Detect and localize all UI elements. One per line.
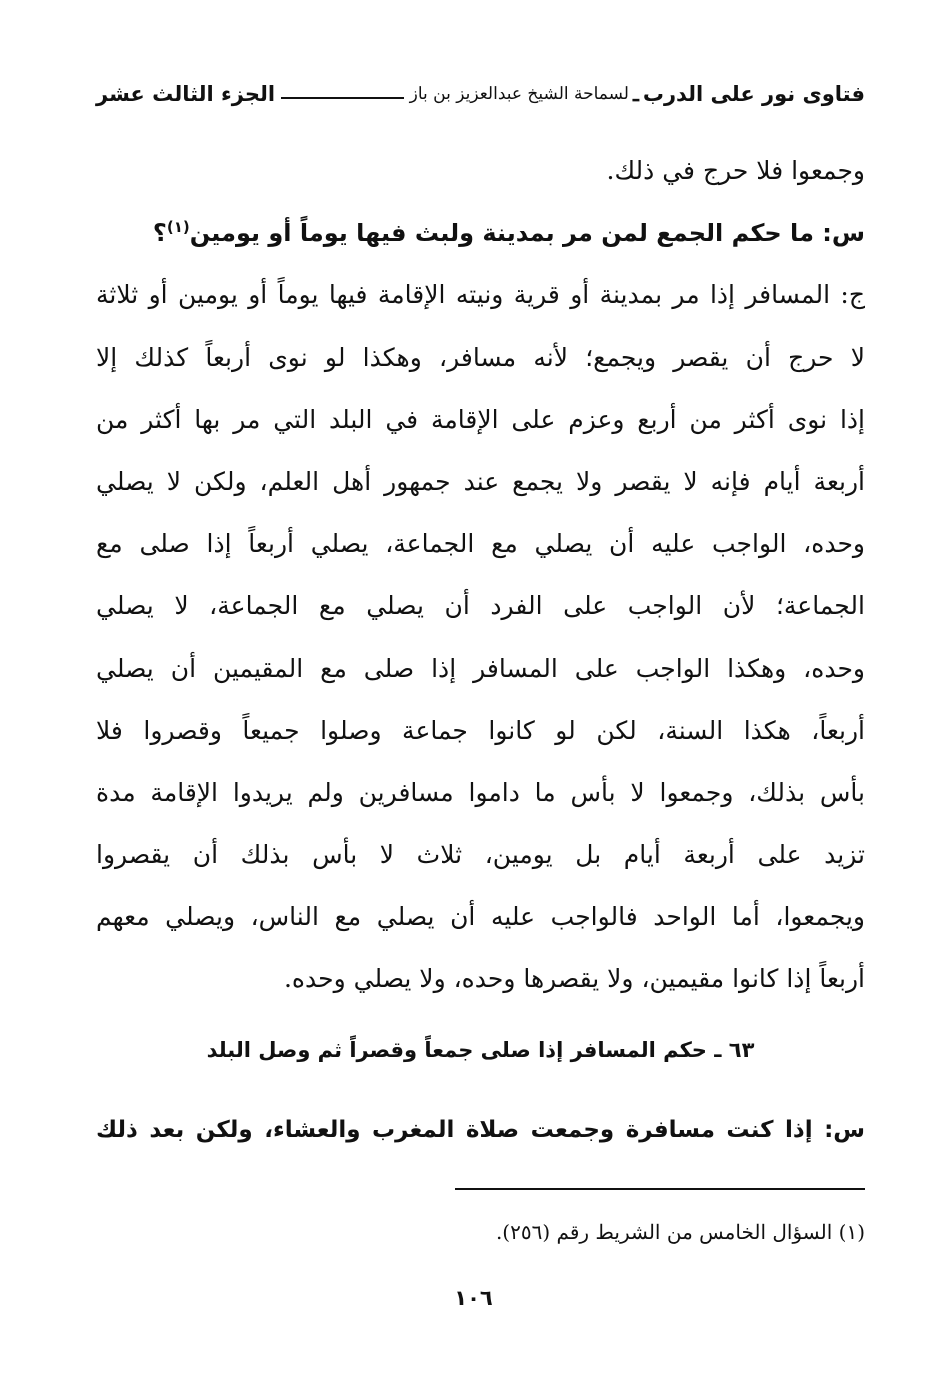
header-dash: ـ — [632, 82, 639, 106]
answer-line: بأس بذلك، وجمعوا لا بأس ما داموا مسافرين ولم يريدوا الإقامة مدة — [96, 777, 865, 807]
volume-part: الجزء الثالث عشر — [96, 82, 276, 106]
answer-line: الجماعة؛ لأن الواجب على الفرد أن يصلي مع الجماعة، لا يصلي — [96, 591, 865, 621]
answer-line: لا حرج أن يقصر ويجمع؛ لأنه مسافر، وهكذا لو نوى أربعاً كذلك إلا — [96, 342, 865, 372]
author-name: لسماحة الشيخ عبدالعزيز بن باز — [409, 84, 629, 104]
answer-last-line: أربعاً إذا كانوا مقيمين، ولا يقصرها وحده، ولا يصلي وحده. — [283, 964, 865, 994]
question-line — [96, 202, 865, 264]
question-text: س: ما حكم الجمع لمن مر بمدينة ولبث فيها يوماً أو يومين — [189, 219, 865, 248]
answer-line: أربعة أيام فإنه لا يقصر ولا يجمع عند جمهور أهل العلم، ولكن لا يصلي — [96, 466, 865, 496]
answer-line: تزيد على أربعة أيام بل يومين، ثلاث لا بأس بذلك أن يقصروا — [96, 840, 865, 870]
answer-line: إذا نوى أكثر من أربع وعزم على الإقامة في البلد التي مر بها أكثر من — [96, 404, 865, 434]
page-number: ١٠٦ — [454, 1286, 493, 1310]
running-header — [96, 76, 865, 112]
question-line: س: إذا كنت مسافرة وجمعت صلاة المغرب والعشاء، ولكن بعد ذلك — [96, 1117, 865, 1143]
section-heading: ٦٣ ـ حكم المسافر إذا صلى جمعاً وقصراً ثم وصل البلد — [206, 1038, 755, 1062]
answer-line: ج: المسافر إذا مر بمدينة أو قرية ونيته الإقامة فيها يوماً أو يومين أو ثلاثة — [96, 280, 865, 310]
footnote-reference: (١) — [166, 218, 190, 237]
main-text — [96, 140, 865, 1011]
header-rule — [281, 97, 404, 99]
footnote-separator — [455, 1188, 865, 1190]
answer-line: وحده، الواجب عليه أن يصلي مع الجماعة، يصلي أربعاً إذا صلى مع — [96, 529, 865, 559]
text-line: وجمعوا فلا حرج في ذلك. — [606, 156, 865, 185]
footnote: (١) السؤال الخامس من الشريط رقم (٢٥٦). — [495, 1220, 865, 1244]
answer-line: أربعاً، هكذا السنة، لكن لو كانوا جماعة وصلوا جميعاً وقصروا فلا — [96, 715, 865, 745]
question-mark: ؟ — [152, 219, 167, 248]
answer-line: ويجمعوا، أما الواحد فالواجب عليه أن يصلي مع الناس، ويصلي معهم — [96, 902, 865, 932]
answer-line: وحده، وهكذا الواجب على المسافر إذا صلى مع المقيمين أن يصلي — [96, 653, 865, 683]
book-title: فتاوى نور على الدرب — [642, 82, 865, 106]
